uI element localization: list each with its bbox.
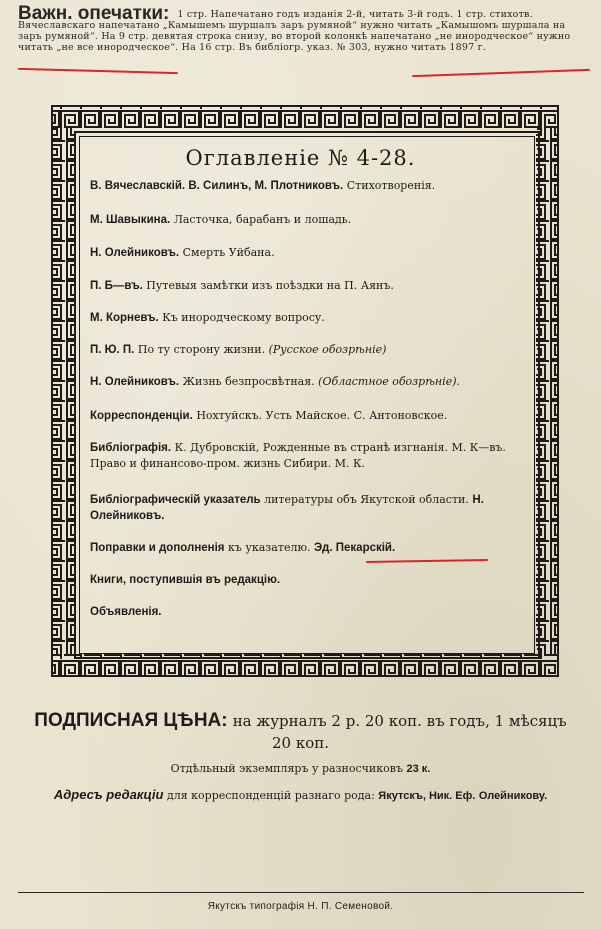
toc-entry-title: К. Дубровскій, Рожденные въ странѣ изгнанія. М. К—въ. Право и финансово-пром. жизнь Сибири. М. К. [90, 441, 506, 470]
toc-entry-title: По ту сторону жизни. [137, 343, 266, 356]
toc-entry-compiler: Н. Олейниковъ. [90, 494, 484, 522]
errata-title: Важн. опечатки: [18, 3, 170, 24]
toc-entry[interactable] [90, 212, 520, 228]
toc-entry[interactable] [90, 492, 520, 524]
toc-entry-author: М. Корневъ. [90, 312, 159, 324]
toc-entry-title: Жизнь безпросвѣтная. [182, 375, 315, 388]
toc-entry-author: М. Шавыкина. [90, 214, 171, 226]
bottom-rule [18, 892, 584, 893]
toc-entry-title: Къ инородческому вопросу. [162, 311, 325, 324]
toc-entry-title: Ласточка, барабанъ и лошадь. [173, 213, 352, 226]
toc-entry-author: Книги, поступившія въ редакцію. [90, 574, 281, 586]
errata-block [18, 3, 586, 53]
toc-entry-title: Смерть Уйбана. [182, 246, 275, 259]
toc-entry-title: Нохтуйскъ. Усть Майское. С. Антоновское. [196, 409, 448, 422]
toc-entry-source: (Русское обозрѣніе) [268, 343, 387, 356]
toc-entry-author: В. Вячеславскій. В. Силинъ, М. Плотниковъ. [90, 180, 344, 192]
toc-entry[interactable] [90, 604, 520, 620]
errata-text: 1 стр. Напечатано годъ изданія 2-й, читать 3-й годъ. 1 стр. стихотв. Вячеславскаго напечатано „Камышемъ шуршалъ заръ румяной“ нужно читать „Камышомъ шуршала на заръ румяной“. На 9 стр. девятая строка снизу, во второй колонкѣ напечатано „не инородческое“ нужно читать „не все инородческое“. На 16 стр. Въ библіогр. указ. № 303, нужно читать 1897 г. [18, 9, 571, 53]
toc-entry[interactable] [90, 572, 520, 588]
single-copy-text: Отдѣльный экземпляръ у разносчиковъ [170, 762, 403, 775]
single-copy-line [0, 762, 601, 775]
toc-entry-title: Стихотворенія. [346, 179, 436, 192]
address-label: Адресъ редакціи [53, 787, 164, 802]
subscription-title: ПОДПИСНАЯ ЦѢНА: [34, 710, 228, 731]
toc-entry-author: П. Б—въ. [90, 280, 143, 292]
toc-entry-author: Библіографія. [90, 442, 172, 454]
toc-entry[interactable] [90, 310, 520, 326]
toc-entry-title: Путевыя замѣтки изъ поѣздки на П. Аянъ. [146, 279, 394, 292]
toc-entry[interactable] [90, 374, 520, 390]
toc-entry[interactable] [90, 178, 520, 194]
errata-underline-2 [412, 69, 590, 77]
toc-entry-author: Н. Олейниковъ. [90, 247, 180, 259]
toc-entry[interactable] [90, 540, 520, 556]
toc-entry-author: Корреспонденціи. [90, 410, 193, 422]
address-city: Якутскъ, Ник. Еф. [378, 790, 476, 802]
toc-entry[interactable] [90, 440, 520, 471]
toc-entry-author: Библіографическій указатель [90, 494, 261, 506]
toc-entry-title: литературы объ Якутской области. [264, 493, 469, 506]
toc-entry-author: Объявленія. [90, 606, 162, 618]
toc-entry[interactable] [90, 278, 520, 294]
address-block [0, 786, 601, 805]
toc-entry-title: къ указателю. [228, 541, 311, 554]
toc-heading: Оглавленіе № 4-28. [185, 146, 416, 170]
address-name: Олейникову. [478, 790, 548, 802]
errata-underline-1 [18, 68, 178, 74]
toc-entry-author: Н. Олейниковъ. [90, 376, 180, 388]
printer-imprint: Якутскъ типографія Н. П. Семеновой. [207, 901, 394, 912]
toc-entry-compiler: Эд. Пекарскій. [314, 542, 396, 554]
single-copy-price: 23 к. [406, 763, 431, 775]
toc-entry-author: Поправки и дополненія [90, 542, 225, 554]
toc-entry[interactable] [90, 245, 520, 261]
toc-entry[interactable] [90, 342, 520, 358]
toc-entry-source: (Областное обозрѣніе). [318, 375, 460, 388]
subscription-price: на журналъ 2 р. 20 коп. въ годъ, 1 мѣсяцъ 20 коп. [232, 712, 567, 752]
toc-entry[interactable] [90, 408, 520, 424]
toc-entry-author: П. Ю. П. [90, 344, 135, 356]
subscription-block [0, 710, 601, 754]
address-text: для корреспонденцій разнаго рода: [166, 789, 375, 802]
